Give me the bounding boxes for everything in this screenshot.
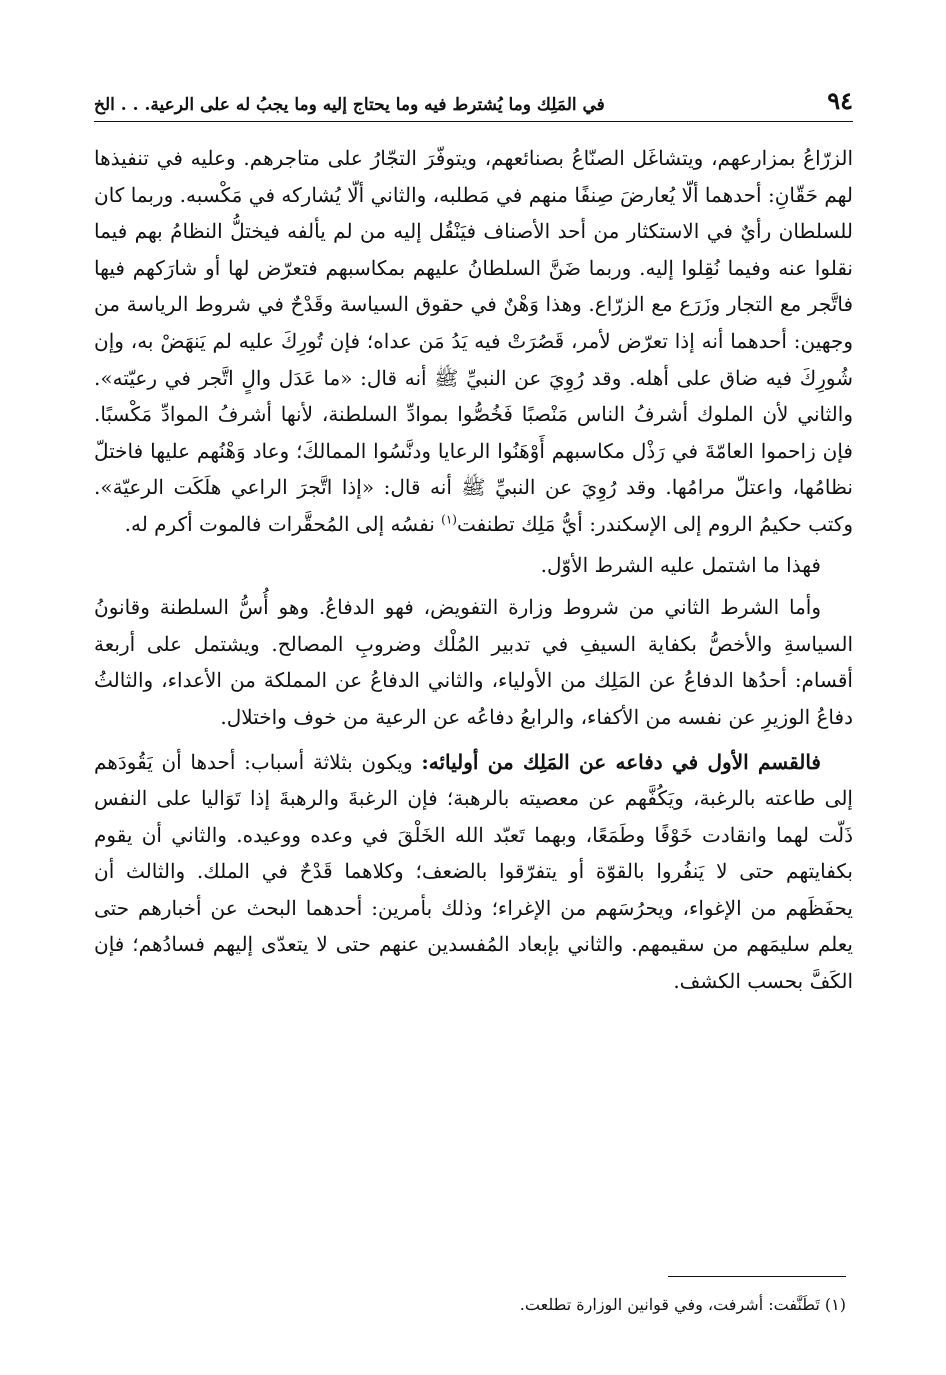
paragraph-1-text: الزرّاعُ بمزارعهم، ويتشاغَل الصنّاعُ بصنائعهم، ويتوفّرَ التجّارُ على متاجرهم. وعليه في تنفيذها لهم حَقّانِ: أحدهما ألّا يُعارضَ صِنفًا منهم في مَطلبه، والثاني ألّا يُشاركه في مَكْسبه. وربما كان للسلطان رأيٌ في الاستكثار من أحد الأصناف فيَنْقُل إليه من لم يألفه فيختلُّ النظامُ بهم فيما نقلوا عنه وفيما نُقِلوا إليه. وربما ضَنَّ السلطانُ عليهم بمكاسبهم فتعرّض لها أو شارَكهم فيها فاتَّجر مع التجار وزَرَع مع الزرّاع. وهذا وَهْنٌ في حقوق السياسة وقَدْحٌ في شروط الرياسة من وجهين: أحدهما أنه إذا تعرّض لأمر، قَصُرَتْ فيه يَدُ مَن عداه؛ فإن تُورِكَ عليه لم يَنهَضْ به، وإن شُورِكَ فيه ضاق على أهله. وقد رُوِيَ عن النبيِّ ﷺ أنه قال: «ما عَدَل والٍ اتَّجر في رعيّته». والثاني لأن الملوك أشرفُ الناس مَنْصبًا فَخُصُّوا بموادِّ السلطنة، لأنها أشرفُ الموادِّ مَكْسبًا. فإن زاحموا العامّةَ في رَذْل مكاسبهم أَوْهَنُوا الرعايا ودنَّسُوا الممالكَ؛ وعاد وَهْنُهم عليها فاختلّ نظامُها، واعتلّ مرامُها. وقد رُوِيَ عن النبيِّ ﷺ أنه قال: «إذا اتَّجرَ الراعي هلَكَت الرعيّة». وكتب حكيمُ الروم إلى الإسكندر: أيُّ مَلِك تطنفت xyxy=(94,146,854,536)
paragraph-3: وأما الشرط الثاني من شروط وزارة التفويض، فهو الدفاعُ. وهو أُسُّ السلطنة وقانونُ السياسةِ والأخصُّ بكفاية السيفِ في تدبير المُلْك وضروبِ المصالح. ويشتمل على أربعة أقسام: أحدُها الدفاعُ عن المَلِك من الأولياء، والثاني الدفاعُ عن المملكة من الأعداء، والثالثُ دفاعُ الوزيرِ عن نفسه من الأكفاء، والرابعُ دفاعُه عن الرعية من خوف واختلال. xyxy=(94,595,853,729)
running-title: في المَلِك وما يُشترط فيه وما يحتاج إليه وما يجبُ له على الرعية. . . الخ xyxy=(94,95,605,115)
paragraph-4 xyxy=(94,744,853,1000)
paragraph-1-tail: نفسُه إلى المُحقَّرات فالموت أكرم له. xyxy=(124,511,442,536)
section-heading: فالقسم الأول في دفاعه عن المَلِك من أوليائه: xyxy=(421,749,821,774)
footnote-divider xyxy=(668,1276,846,1277)
footnote: (١) تَطَنَّفت: أشرفت، وفي قوانين الوزارة تطلعت. xyxy=(519,1295,846,1314)
footnote-marker: (١) xyxy=(441,512,457,527)
paragraph-1 xyxy=(94,140,853,543)
paragraph-2: فهذا ما اشتمل عليه الشرط الأوّل. xyxy=(540,552,821,577)
main-text xyxy=(94,140,853,1000)
paragraph-4-text: ويكون بثلاثة أسباب: أحدها أن يَقُودَهم إلى طاعته بالرغبة، ويَكُفَّهم عن معصيته بالرهبة؛ فإن الرغبةَ والرهبةَ إذا تَوَاليا على النفس ذَلّت لهما وانقادت خَوْفًا وطَمَعًا، وبهما تَعبّد الله الخَلْقَ في وعده ووعيده. والثاني أن يقوم بكفايتهم حتى لا يَنفُروا بالقوّة أو يتفرّقوا بالضعف؛ وكلاهما قَدْحٌ في الملك. والثالث أن يحفَظَهم من الإغواء، ويحرُسَهم من الإغراء؛ وذلك بأمرين: أحدهما البحث عن أخبارهم حتى يعلم سليمَهم من سقيمهم. والثاني بإبعاد المُفسدين عنهم حتى لا يتعدّى إليهم فسادُهم؛ فإن الكَفَّ بحسب الكشف. xyxy=(94,749,853,994)
page-number: ٩٤ xyxy=(827,86,853,115)
page-header xyxy=(94,86,853,122)
